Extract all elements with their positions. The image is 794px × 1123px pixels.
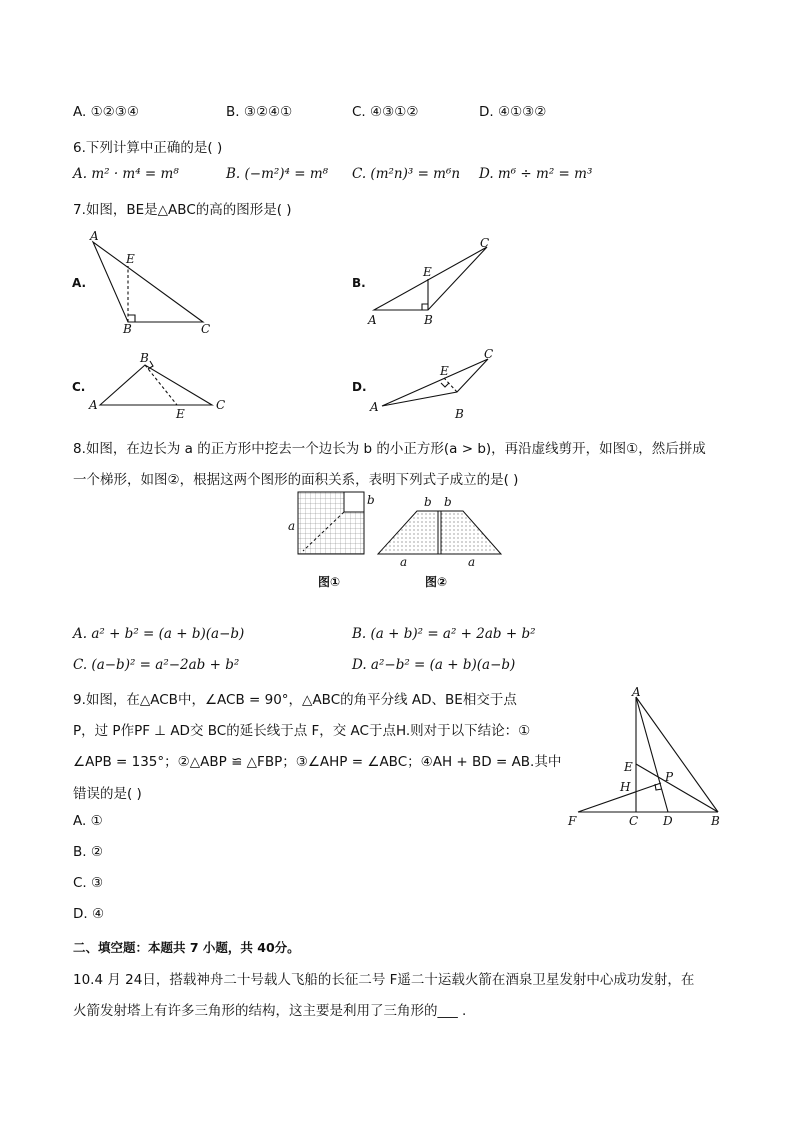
- q9-pt-p: P: [665, 770, 674, 784]
- section-2-heading: 二、填空题：本题共 7 小题，共 40分。: [73, 940, 300, 955]
- q7d-pt-c: C: [484, 347, 494, 361]
- q8-fig2-b1: b: [424, 495, 432, 509]
- q6-option-d: D. m⁶ ÷ m² = m³: [479, 166, 593, 182]
- q7-fig-d: [382, 359, 488, 406]
- q7b-pt-c: C: [480, 236, 490, 250]
- q7d-pt-e: E: [440, 364, 449, 378]
- q7a-pt-e: E: [126, 252, 135, 266]
- q6-stem: 6.下列计算中正确的是( ): [73, 140, 223, 156]
- q9-line2: P，过 P作PF ⊥ AD交 BC的延长线于点 F，交 AC于点H.则对于以下结论：①: [73, 723, 531, 739]
- q7d-triangle: [382, 359, 488, 406]
- q10-line2: 火箭发射塔上有许多三角形的结构，这主要是利用了三角形的___ .: [73, 1003, 467, 1019]
- q8-fig2-b2: b: [444, 495, 452, 509]
- q9-option-b: B. ②: [73, 844, 103, 860]
- q9-line3: ∠APB = 135°；②△ABP ≌ △FBP；③∠AHP = ∠ABC；④AH + BD = AB.其中: [73, 754, 562, 770]
- q7-fig-b-label: B.: [352, 276, 366, 290]
- q9-option-d: D. ④: [73, 906, 105, 922]
- q9-pt-f: F: [568, 814, 577, 828]
- q8-option-c: C. (a−b)² = a²−2ab + b²: [73, 657, 240, 673]
- q7-fig-c: [100, 361, 212, 405]
- q7-fig-a: [93, 242, 203, 322]
- q6-option-b: B. (−m²)⁴ = m⁸: [226, 166, 329, 182]
- q8-fig2-caption: 图②: [425, 575, 448, 589]
- q8-option-b: B. (a + b)² = a² + 2ab + b²: [352, 626, 536, 642]
- q9-line4: 错误的是( ): [73, 786, 142, 802]
- q9-line1: 9.如图，在△ACB中，∠ACB = 90°，△ABC的角平分线 AD、BE相交于点: [73, 692, 517, 708]
- q5-option-a: A. ①②③④: [73, 104, 139, 120]
- q7c-triangle: [100, 365, 212, 405]
- q8-fig1-b: b: [367, 493, 375, 507]
- q8-fig1-caption: 图①: [318, 575, 341, 589]
- q8-fig2: [378, 511, 501, 554]
- q7a-pt-a: A: [90, 229, 99, 243]
- q7c-height-line: [145, 365, 177, 405]
- q7d-pt-b: B: [455, 407, 464, 421]
- q7-fig-a-label: A.: [72, 276, 87, 290]
- q9-pt-d: D: [663, 814, 673, 828]
- q7b-pt-e: E: [423, 265, 432, 279]
- q7-fig-d-label: D.: [352, 380, 367, 394]
- q7c-pt-b: B: [140, 351, 149, 365]
- q7c-pt-c: C: [216, 398, 226, 412]
- q7-figures: [60, 225, 740, 425]
- q9-pt-a: A: [632, 685, 641, 699]
- q8-option-d: D. a²−b² = (a + b)(a−b): [352, 657, 516, 673]
- q6-option-c: C. (m²n)³ = m⁶n: [352, 166, 461, 182]
- q7a-pt-c: C: [201, 322, 211, 336]
- q6-option-a: A. m² · m⁴ = m⁸: [73, 166, 179, 182]
- q9-option-a: A. ①: [73, 813, 103, 829]
- q9-side-ab: [636, 697, 718, 812]
- q9-pt-h: H: [620, 780, 631, 794]
- q9-pt-b: B: [711, 814, 720, 828]
- q7c-pt-e: E: [176, 407, 185, 421]
- q7b-pt-b: B: [424, 313, 433, 327]
- q7-stem: 7.如图，BE是△ABC的高的图形是( ): [73, 202, 292, 218]
- q7-fig-c-label: C.: [72, 380, 86, 394]
- q5-option-d: D. ④①③②: [479, 104, 547, 120]
- q7b-pt-a: A: [368, 313, 377, 327]
- q8-stem-line2: 一个梯形，如图②，根据这两个图形的面积关系，表明下列式子成立的是( ): [73, 472, 519, 488]
- q7d-right-angle: [441, 383, 449, 387]
- q10-line1: 10.4 月 24日，搭载神舟二十号载人飞船的长征二号 F遥二十运载火箭在酒泉卫星发射中心成功发射，在: [73, 972, 695, 988]
- q8-fig1: [298, 492, 364, 554]
- q7d-height-line: [444, 378, 457, 392]
- q8-figures: [280, 488, 520, 598]
- q8-option-a: A. a² + b² = (a + b)(a−b): [73, 626, 245, 642]
- q9-bisector-ad: [636, 697, 668, 812]
- q7d-pt-a: A: [370, 400, 379, 414]
- q5-option-c: C. ④③①②: [352, 104, 419, 120]
- q8-fig1-a: a: [288, 519, 296, 533]
- q8-stem-line1: 8.如图，在边长为 a 的正方形中挖去一个边长为 b 的小正方形(a > b)，再沿虚线剪开，如图①，然后拼成: [73, 441, 706, 457]
- q9-pt-e: E: [624, 760, 633, 774]
- q8-fig2-a2: a: [468, 555, 476, 569]
- q8-fig2-a1: a: [400, 555, 408, 569]
- q9-figure: [560, 685, 740, 835]
- q5-option-b: B. ③②④①: [226, 104, 293, 120]
- q7c-pt-a: A: [89, 398, 98, 412]
- q8-small-square: [344, 492, 364, 512]
- q9-pt-c: C: [629, 814, 639, 828]
- q7b-right-angle: [422, 304, 428, 310]
- q7a-triangle: [93, 242, 203, 322]
- q7a-pt-b: B: [123, 322, 132, 336]
- q7a-right-angle: [128, 315, 135, 322]
- q9-option-c: C. ③: [73, 875, 104, 891]
